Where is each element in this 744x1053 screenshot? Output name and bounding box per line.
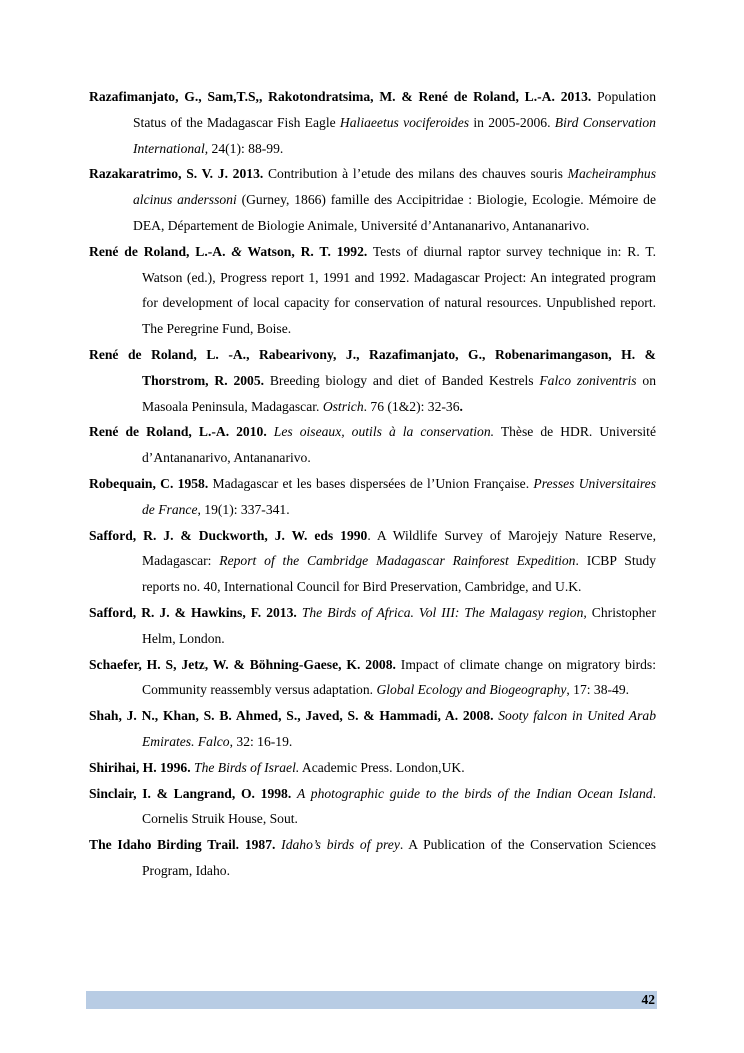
page-number: 42	[641, 992, 655, 1007]
reference-entry	[89, 471, 656, 523]
reference-italic-title: Ostrich	[322, 398, 364, 414]
reference-italic-title: Idaho’s birds of prey	[281, 837, 400, 853]
reference-text: , 24(1): 88-99.	[204, 140, 284, 156]
reference-entry	[89, 523, 656, 600]
reference-entry	[89, 161, 656, 238]
reference-italic-title: The Birds of Israel.	[194, 759, 300, 775]
reference-italic-title: Bird Conservation International	[133, 114, 656, 156]
reference-text: . A Wildlife Survey of Marojejy Nature Reserve, Madagascar:	[142, 527, 656, 569]
reference-text: Population Status of the Madagascar Fish Eagle	[133, 89, 656, 130]
reference-authors-year: René de Roland, L. -A., Rabearivony, J., Razafimanjato, G., Robenarimangason, H. & Thorstrom, R. 2005.	[89, 346, 656, 388]
reference-authors-year: The Idaho Birding Trail. 1987.	[89, 837, 276, 853]
reference-entry	[89, 342, 656, 419]
reference-text: Thèse de HDR. Université d’Antananarivo, Antananarivo.	[142, 424, 656, 466]
reference-text: in 2005-2006.	[469, 114, 555, 130]
reference-text: Impact of climate change on migratory birds: Community reassembly versus adaptation.	[142, 656, 656, 698]
reference-entry	[89, 832, 656, 884]
reference-text	[267, 424, 274, 439]
reference-text: on Masoala Peninsula, Madagascar.	[142, 372, 656, 414]
reference-italic-title: A photographic guide to the birds of the Indian Ocean Island	[297, 785, 653, 801]
reference-italic-title: Global Ecology and Biogeography	[376, 682, 567, 698]
reference-text: Christopher Helm, London.	[142, 604, 656, 646]
reference-authors-year: Safford, R. J. & Hawkins, F. 2013.	[89, 604, 297, 620]
reference-entry	[89, 652, 656, 704]
reference-authors-year: Safford, R. J. & Duckworth, J. W. eds 1990	[89, 527, 368, 543]
footer-bar	[86, 991, 657, 1009]
reference-italic-title: Haliaeetus vociferoides	[339, 114, 470, 130]
reference-entry	[89, 703, 656, 755]
reference-text: , 17: 38-49.	[566, 682, 630, 698]
reference-text: (Gurney, 1866) famille des Accipitridae : Biologie, Ecologie. Mémoire de DEA, Département de Biologie Animale, Université d’Antananarivo, Antananarivo.	[133, 192, 656, 233]
reference-authors-year: Watson, R. T. 1992.	[241, 243, 368, 259]
reference-text: . A Publication of the Conservation Sciences Program, Idaho.	[142, 837, 656, 878]
reference-text: , 32: 16-19.	[229, 733, 293, 749]
reference-authors-year: Shah, J. N., Khan, S. B. Ahmed, S., Javed, S. & Hammadi, A. 2008.	[89, 708, 494, 724]
reference-italic-title: Presses Universitaires de France	[142, 475, 657, 517]
reference-authors-year: René de Roland, L.-A.	[89, 243, 232, 259]
reference-italic-title: Sooty falcon in United Arab Emirates. Falco	[142, 708, 656, 749]
reference-italic-title: Falco zoniventris	[539, 372, 637, 388]
reference-authors-year: Razafimanjato, G., Sam,T.S,, Rakotondratsima, M. & René de Roland, L.-A. 2013.	[89, 89, 592, 104]
reference-entry	[89, 781, 656, 833]
reference-text: , 19(1): 337-341.	[197, 501, 290, 517]
reference-italic-title: Les oiseaux, outils à la conservation.	[273, 424, 495, 440]
reference-entry	[89, 239, 656, 342]
reference-text: Contribution à l’etude des milans des chauves souris	[263, 166, 568, 182]
reference-list	[89, 84, 656, 884]
reference-authors-year: &	[231, 243, 242, 259]
reference-entry	[89, 84, 656, 161]
reference-text: Breeding biology and diet of Banded Kestrels	[264, 372, 540, 388]
reference-italic-title: Macheiramphus alcinus anderssoni	[133, 166, 657, 208]
reference-entry	[89, 755, 656, 781]
reference-authors-year: Sinclair, I. & Langrand, O. 1998.	[89, 785, 292, 801]
reference-text: . ICBP Study reports no. 40, International Council for Bird Preservation, Cambridge, and U.K.	[142, 553, 657, 595]
reference-text: Academic Press. London,UK.	[299, 759, 465, 775]
reference-text: . 76 (1&2): 32-36	[363, 398, 460, 414]
reference-text: Madagascar et les bases dispersées de l’Union Française.	[208, 475, 534, 491]
reference-authors-year: René de Roland, L.-A. 2010.	[89, 424, 267, 440]
reference-authors-year: Razakaratrimo, S. V. J. 2013.	[89, 166, 264, 182]
reference-entry	[89, 600, 656, 652]
reference-authors-year: Shirihai, H. 1996.	[89, 759, 191, 775]
reference-entry	[89, 419, 656, 471]
reference-text: . Cornelis Struik House, Sout.	[142, 785, 656, 827]
reference-authors-year: Robequain, C. 1958.	[89, 475, 209, 491]
reference-italic-title: Report of the Cambridge Madagascar Rainforest Expedition	[219, 553, 576, 569]
reference-italic-title: The Birds of Africa. Vol III: The Malagasy region,	[301, 604, 587, 620]
reference-authors-year: Schaefer, H. S, Jetz, W. & Böhning-Gaese, K. 2008.	[89, 656, 396, 672]
reference-authors-year: .	[459, 398, 463, 414]
reference-text: Tests of diurnal raptor survey technique in: R. T. Watson (ed.), Progress report 1, 1991 and 1992. Madagascar Project: An integrated program for development of local capacity for conservation of natural resources. Unpublished report. The Peregrine Fund, Boise.	[142, 243, 657, 337]
